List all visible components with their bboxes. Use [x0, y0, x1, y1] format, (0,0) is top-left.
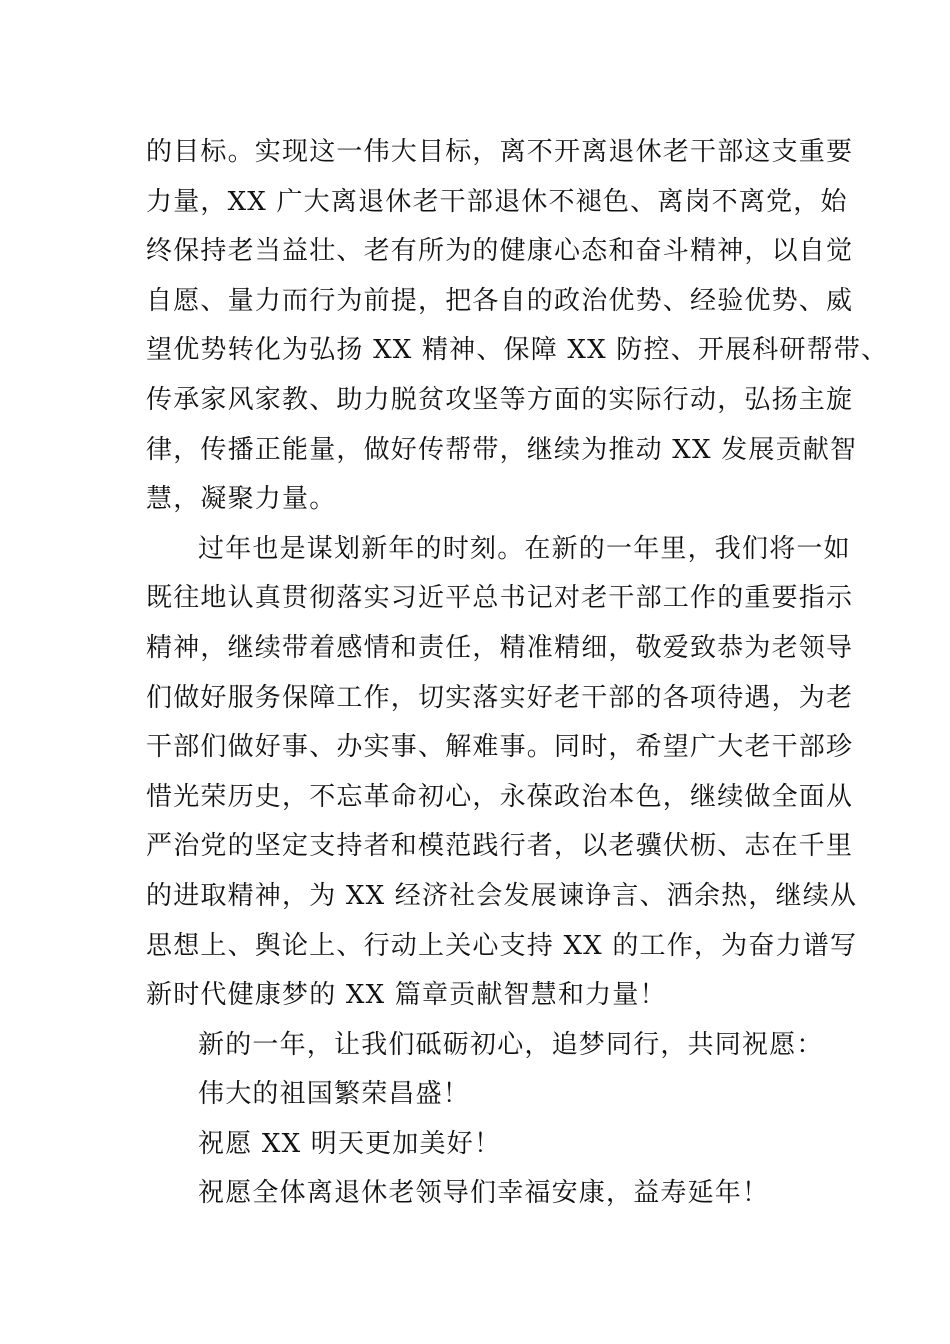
paragraph-line: 精神，继续带着感情和责任，精准精细，敬爱致恭为老领导	[146, 632, 854, 663]
wish-line: 伟大的祖国繁荣昌盛！	[198, 1079, 471, 1110]
paragraph-line: 新时代健康梦的 XX 篇章贡献智慧和力量！	[146, 980, 667, 1011]
paragraph-line: 惜光荣历史，不忘革命初心，永葆政治本色，继续做全面从	[146, 781, 854, 812]
paragraph-line: 思想上、舆论上、行动上关心支持 XX 的工作，为奋力谱写	[146, 930, 858, 961]
paragraph-1	[146, 128, 889, 525]
paragraph-line: 干部们做好事、办实事、解难事。同时，希望广大老干部珍	[146, 732, 854, 763]
wishes-list	[146, 1070, 816, 1219]
paragraph-line: 律，传播正能量，做好传帮带，继续为推动 XX 发展贡献智	[146, 434, 858, 465]
wish-line: 祝愿全体离退休老领导们幸福安康，益寿延年！	[198, 1178, 770, 1209]
paragraph-line: 的进取精神，为 XX 经济社会发展谏诤言、洒余热，继续从	[146, 880, 858, 911]
document-body	[146, 128, 889, 1219]
closing-intro: 新的一年，让我们砥砺初心，追梦同行，共同祝愿：	[198, 1029, 824, 1060]
paragraph-line: 既往地认真贯彻落实习近平总书记对老干部工作的重要指示	[146, 583, 854, 614]
paragraph-line: 们做好服务保障工作，切实落实好老干部的各项待遇，为老	[146, 682, 854, 713]
paragraph-line: 慧，凝聚力量。	[146, 484, 337, 515]
paragraph-line: 过年也是谋划新年的时刻。在新的一年里，我们将一如	[198, 533, 851, 564]
paragraph-2	[146, 525, 858, 1021]
paragraph-line: 力量，XX 广大离退休老干部退休不褪色、离岗不离党，始	[146, 186, 848, 217]
paragraph-line: 传承家风家教、助力脱贫攻坚等方面的实际行动，弘扬主旋	[146, 384, 854, 415]
paragraph-line: 严治党的坚定支持者和模范践行者，以老骥伏枥、志在千里	[146, 831, 854, 862]
paragraph-line: 的目标。实现这一伟大目标，离不开离退休老干部这支重要	[146, 137, 854, 167]
paragraph-line: 自愿、量力而行为前提，把各自的政治优势、经验优势、威	[146, 285, 854, 316]
paragraph-line: 望优势转化为弘扬 XX 精神、保障 XX 防控、开展科研帮带、	[146, 335, 889, 366]
paragraph-line: 终保持老当益壮、老有所为的健康心态和奋斗精神，以自觉	[146, 236, 854, 267]
wish-line: 祝愿 XX 明天更加美好！	[198, 1128, 502, 1159]
